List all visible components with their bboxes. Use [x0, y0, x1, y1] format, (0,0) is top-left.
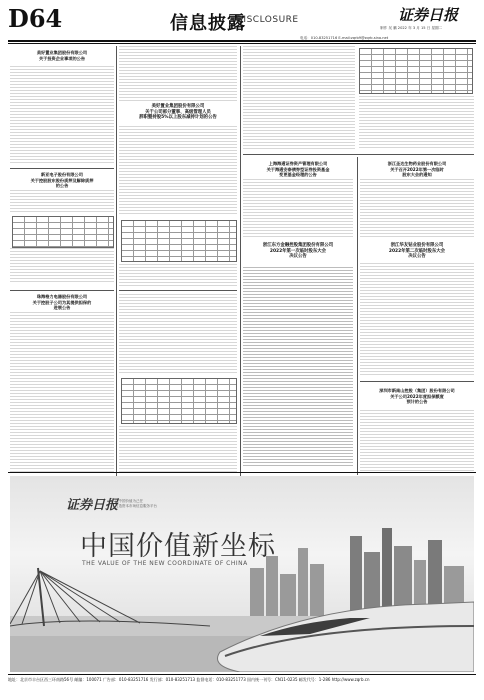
- notice-block-8: [360, 157, 474, 377]
- page-number: D64: [8, 4, 63, 33]
- footer-rule: [8, 674, 476, 675]
- notice-block-4: [10, 290, 114, 474]
- notice-body: [119, 46, 237, 102]
- header-contact: 电话：010-83251716 E-mail:zqrb9@zqrb.sina.net: [300, 36, 389, 40]
- footer-info: 地址：北京市丰台区西三环南路56号 邮编：100071 广告部：010-83251716 发行部：010-83251713 监督电话：010-83251773 国内统一刊号：CN11-0235 邮发代号：1-286 http://www.zqrb.cn: [8, 677, 370, 682]
- notice-title-2: 美好置业集团股份有限公司 关于公司部分董事、高级管理人员 辞职暨持股5%以上股东减持计划的公告: [139, 104, 217, 121]
- notice-block-1: [10, 46, 114, 166]
- notice-body: [10, 66, 114, 164]
- notice-body: [10, 190, 114, 214]
- ad-rule: [8, 472, 476, 473]
- notice-table: [12, 216, 114, 248]
- ad-tagline: THE VALUE OF THE NEW COORDINATE OF CHINA: [82, 560, 248, 567]
- notice-title-8: 浙江圣达生物药业股份有限公司 关于召开2022年第一次临时 股东大会的通知: [387, 161, 447, 178]
- notice-body: [119, 126, 237, 154]
- notice-block-2: [119, 46, 237, 154]
- notice-block-6: [243, 157, 353, 475]
- notice-body: [359, 96, 474, 150]
- notice-title-9: 深圳市新南山控股（集团）股份有限公司 关于公司2022年度担保额度 预计的公告: [379, 388, 455, 405]
- column-divider: [116, 46, 117, 476]
- notice-block-2b: [119, 156, 237, 286]
- notice-block-5: [243, 46, 474, 150]
- ad-title: 中国价值新坐标: [80, 531, 276, 562]
- column-divider: [357, 157, 358, 475]
- notice-body: [119, 294, 237, 374]
- notice-title-7: 浙江东方金融控股集团股份有限公司 2022年第一次临时股东大会 决议公告: [262, 243, 334, 260]
- notice-body: [243, 179, 353, 239]
- notice-block-9: [360, 384, 474, 474]
- section-title: 信息披露: [170, 13, 246, 34]
- notice-body: [119, 264, 237, 286]
- header-rule: [8, 40, 476, 42]
- ad-logo: 证券日报: [66, 498, 119, 513]
- notice-title-4: 珠海格力电器股份有限公司 关于控股子公司为其提供担保的 进展公告: [32, 294, 92, 311]
- advertisement: [10, 476, 474, 672]
- notice-title-6: 上海海通证券资产管理有限公司 关于海通安泰债券型证券投资基金 变更基金经理的公告: [266, 161, 330, 178]
- notice-body: [119, 426, 237, 472]
- notice-body: [360, 263, 474, 375]
- newspaper-logo: 证券日报: [398, 6, 459, 24]
- notice-table: [359, 48, 473, 94]
- section-divider: [243, 154, 474, 155]
- notice-title-1: 美好置业集团股份有限公司 关于投资企业事项的公告: [36, 50, 88, 61]
- section-en: DISCLOSURE: [236, 15, 299, 25]
- notice-table: [121, 220, 237, 262]
- header-rule-thin: [8, 43, 476, 44]
- notice-title-5: 浙江华友钴业股份有限公司 2022年第二次临时股东大会 决议公告: [388, 243, 446, 260]
- notice-body: [10, 248, 114, 284]
- header-meta: 制作 吴 鹏 2022 年 3 月 15 日 星期二: [380, 26, 443, 30]
- column-divider: [240, 46, 241, 476]
- notice-block-2c: [119, 290, 237, 474]
- notice-title-3: 新亚电子股份有限公司 关于控股股东股份质押及解除质押 的公告: [30, 172, 94, 189]
- notice-body: [119, 156, 237, 216]
- notice-body: [243, 46, 355, 150]
- notice-body: [243, 267, 353, 467]
- notice-table: [121, 378, 237, 424]
- ad-logo-sub: 以中国价值为己任 打造资本市场信息服务平台: [115, 499, 157, 508]
- notice-body: [360, 179, 474, 239]
- notice-body: [10, 312, 114, 472]
- notice-body: [360, 410, 474, 472]
- section-divider: [360, 381, 474, 382]
- notice-block-3: [10, 168, 114, 286]
